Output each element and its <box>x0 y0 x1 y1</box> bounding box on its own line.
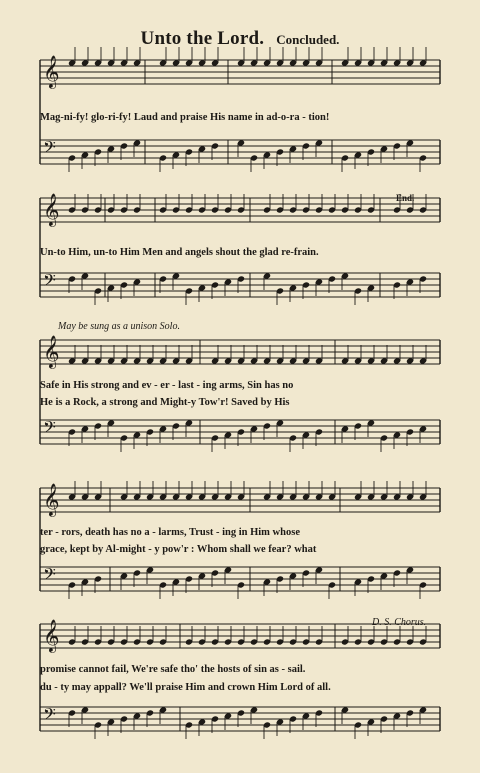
lyric-line-8: du - ty may appall? We'll praise Him and crown Him Lord of all. <box>40 682 331 693</box>
bass-clef-icon: 𝄢 <box>43 417 56 441</box>
lyric-line-2: Un-to Him, un-to Him Men and angels shout the glad re-frain. <box>40 247 319 258</box>
treble-clef-icon: 𝄞 <box>43 55 60 88</box>
treble-clef-icon: 𝄞 <box>43 619 60 652</box>
lyric-line-4: He is a Rock, a strong and Might-y Tow'r! Saved by His <box>40 397 290 408</box>
treble-clef-icon: 𝄞 <box>43 483 60 516</box>
lyric-line-3: Safe in His strong and ev - er - last - ing arms, Sin has no <box>40 380 294 391</box>
hymn-title: Unto the Lord. <box>140 28 265 49</box>
bass-clef-icon: 𝄢 <box>43 564 56 588</box>
treble-clef-icon: 𝄞 <box>43 193 60 226</box>
hymn-subtitle: Concluded. <box>276 32 340 47</box>
bass-clef-icon: 𝄢 <box>43 270 56 294</box>
bass-clef-icon: 𝄢 <box>43 704 56 728</box>
treble-clef-icon: 𝄞 <box>43 335 60 368</box>
unison-marking: May be sung as a unison Solo. <box>58 321 180 332</box>
end-marking: End. <box>396 193 415 203</box>
lyric-line-5: ter - rors, death has no a - larms, Trust - ing in Him whose <box>40 527 300 538</box>
bass-clef-icon: 𝄢 <box>43 137 56 161</box>
ds-chorus-marking: D. S. Chorus. <box>372 617 427 628</box>
lyric-line-1: Mag-ni-fy! glo-ri-fy! Laud and praise His name in ad-o-ra - tion! <box>40 112 330 123</box>
lyric-line-7: promise cannot fail, We're safe tho' the hosts of sin as - sail. <box>40 664 306 675</box>
lyric-line-6: grace, kept by Al-might - y pow'r : Whom shall we fear? what <box>40 544 317 555</box>
